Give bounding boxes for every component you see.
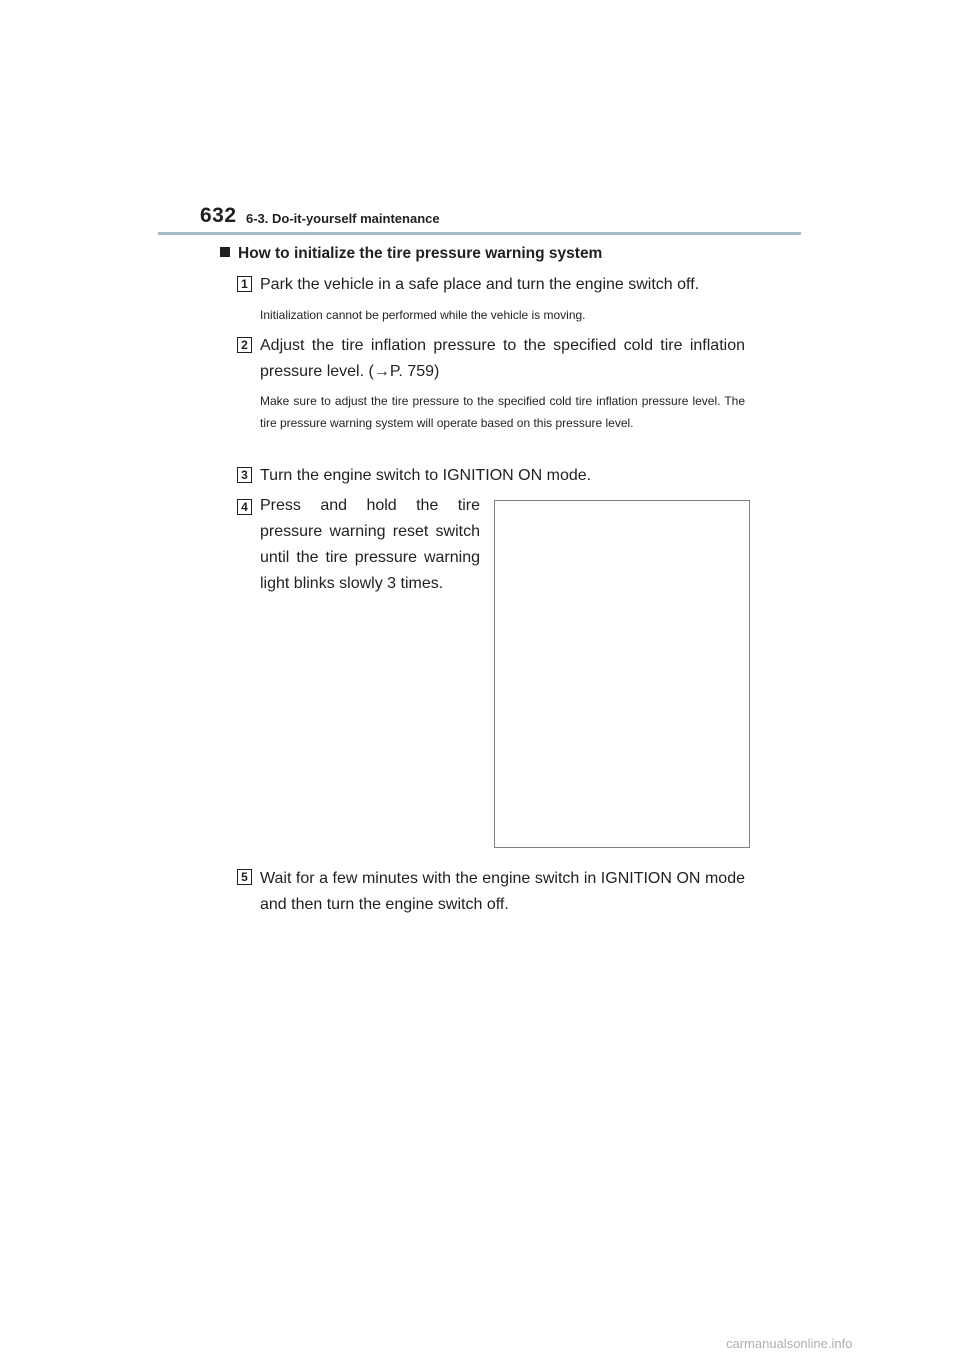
figure-frame — [494, 500, 750, 848]
step-number-4: 4 — [237, 499, 252, 515]
step-number-3: 3 — [237, 467, 252, 483]
step-number-1: 1 — [237, 276, 252, 292]
step-text-3: Turn the engine switch to IGNITION ON mode. — [260, 467, 592, 484]
step-number-5: 5 — [237, 869, 252, 885]
step-text-1: Park the vehicle in a safe place and turn the engine switch off. — [260, 276, 700, 293]
footer-watermark: carmanualsonline.info — [726, 1336, 853, 1351]
step-note-2: Make sure to adjust the tire pressure to the specified cold tire inflation pressure level. The tire pressure warning system will operate based on this pressure level. — [260, 394, 745, 430]
page-number: 632 — [200, 204, 237, 227]
step-text-5: Wait for a few minutes with the engine switch in IGNITION ON mode and then turn the engine switch off. — [260, 870, 745, 913]
subheading — [220, 245, 602, 263]
section-title: 6-3. Do-it-yourself maintenance — [246, 211, 440, 226]
step-text-2: Adjust the tire inflation pressure to the specified cold tire inflation pressure level. (→P. 759) — [260, 337, 745, 380]
step-note-1: Initialization cannot be performed while the vehicle is moving. — [260, 308, 586, 322]
header-rule — [158, 232, 801, 235]
subheading-text: How to initialize the tire pressure warning system — [238, 245, 603, 262]
step-text-4: Press and hold the tire pressure warning reset switch until the tire pressure warning light blinks slowly 3 times. — [260, 497, 480, 592]
step-number-2: 2 — [237, 337, 252, 353]
bullet-square-icon — [220, 247, 230, 257]
